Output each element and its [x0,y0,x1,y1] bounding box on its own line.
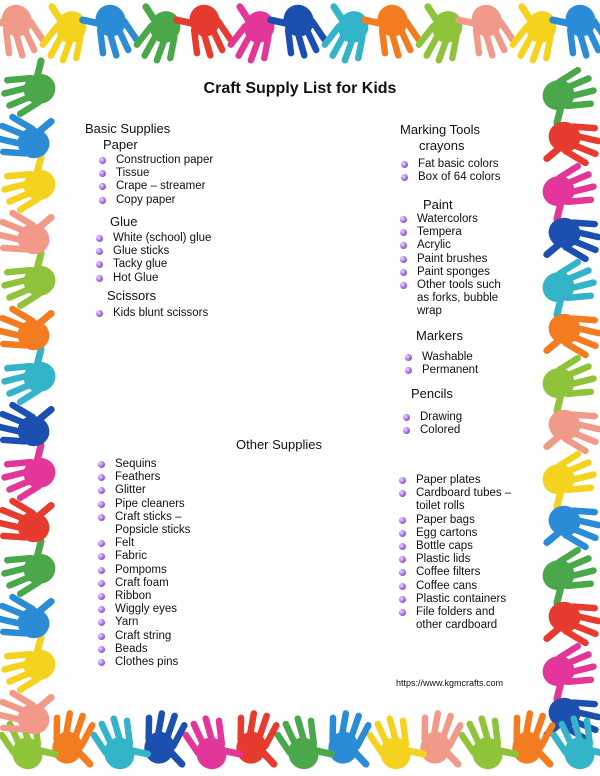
list-item: Washable [404,351,478,364]
paint-list [399,213,501,319]
hand-print-icon [362,707,430,776]
list-item: Paper plates [398,474,511,487]
list-item: Clothes pins [97,656,190,669]
markers-subheading: Markers [416,328,463,343]
hand-print-icon [537,639,600,706]
list-item: Tissue [98,167,213,180]
list-item: Box of 64 colors [400,171,500,184]
list-item: Plastic containers [398,593,511,606]
crayons-subheading: crayons [419,138,465,153]
list-item: Beads [97,643,190,656]
hand-print-icon [170,0,238,67]
list-item: Plastic lids [398,553,511,566]
list-item: Paper bags [398,514,511,527]
list-item: Paint brushes [399,253,501,266]
list-item: Drawing [402,411,462,424]
list-item-continued: toilet rolls [416,500,465,513]
list-item: Tacky glue [95,258,211,271]
hand-print-icon [537,447,600,514]
list-item: Glitter [97,484,190,497]
list-item: Fabric [97,550,190,563]
hand-print-icon [0,247,61,314]
glue-list [95,232,211,285]
other-supplies-left-list [97,458,190,669]
list-item: Pipe cleaners [97,498,190,511]
page-title: Craft Supply List for Kids [203,80,397,97]
list-item: Craft foam [97,577,190,590]
website-url: https://www.kgmcrafts.com [396,678,504,688]
marking-tools-heading: Marking Tools [400,122,480,137]
list-item-continued: wrap [417,305,442,318]
list-item: Ribbon [97,590,190,603]
hand-print-icon [0,0,50,67]
list-item: Permanent [404,364,478,377]
list-item: Cardboard tubes – [398,487,511,500]
pencils-subheading: Pencils [411,386,453,401]
list-item: Colored [402,424,462,437]
hand-print-icon [264,0,332,67]
list-item: Tempera [399,226,501,239]
hand-print-icon [76,0,144,67]
crayons-list [400,158,500,184]
hand-print-icon [0,535,61,602]
hand-print-icon [537,351,600,418]
list-item: Fat basic colors [400,158,500,171]
glue-subheading: Glue [110,214,138,229]
paper-subheading: Paper [103,137,138,152]
list-item: Construction paper [98,154,213,167]
list-item: Feathers [97,471,190,484]
list-item-continued: other cardboard [416,619,498,632]
hand-print-icon [0,151,61,218]
list-item: Paint sponges [399,266,501,279]
hand-print-icon [0,439,61,506]
other-supplies-heading: Other Supplies [236,437,322,452]
list-item: Craft string [97,630,190,643]
list-item: Wiggly eyes [97,603,190,616]
hand-print-icon [270,707,338,776]
scissors-list [95,307,208,320]
hand-print-icon [454,707,522,776]
hand-print-icon [537,159,600,226]
hand-print-icon [0,631,61,698]
hand-print-icon [452,0,520,67]
list-item: Watercolors [399,213,501,226]
list-item: File folders and [398,606,511,619]
list-item: Glue sticks [95,245,211,258]
markers-list [404,351,478,377]
list-item: Copy paper [98,194,213,207]
list-item: Pompoms [97,564,190,577]
hand-print-icon [358,0,426,67]
list-item: Acrylic [399,239,501,252]
basic-supplies-heading: Basic Supplies [85,121,171,136]
list-item-continued: as forks, bubble [417,292,499,305]
pencils-list [402,411,462,437]
paper-list [98,154,213,207]
list-item: Yarn [97,616,190,629]
list-item: Other tools such [399,279,501,292]
other-supplies-right-list [398,474,511,632]
list-item-continued: Popsicle sticks [115,524,191,537]
list-item: Hot Glue [95,272,211,285]
hand-print-icon [86,707,154,776]
hand-print-icon [537,255,600,322]
list-item: Felt [97,537,190,550]
list-item: White (school) glue [95,232,211,245]
hand-print-icon [537,543,600,610]
list-item: Egg cartons [398,527,511,540]
list-item: Coffee filters [398,566,511,579]
paint-subheading: Paint [423,197,453,212]
list-item: Craft sticks – [97,511,190,524]
list-item: Kids blunt scissors [95,307,208,320]
list-item: Coffee cans [398,580,511,593]
list-item: Bottle caps [398,540,511,553]
hand-print-icon [0,343,61,410]
hand-print-icon [178,707,246,776]
list-item: Sequins [97,458,190,471]
scissors-subheading: Scissors [107,288,157,303]
list-item: Crape – streamer [98,180,213,193]
